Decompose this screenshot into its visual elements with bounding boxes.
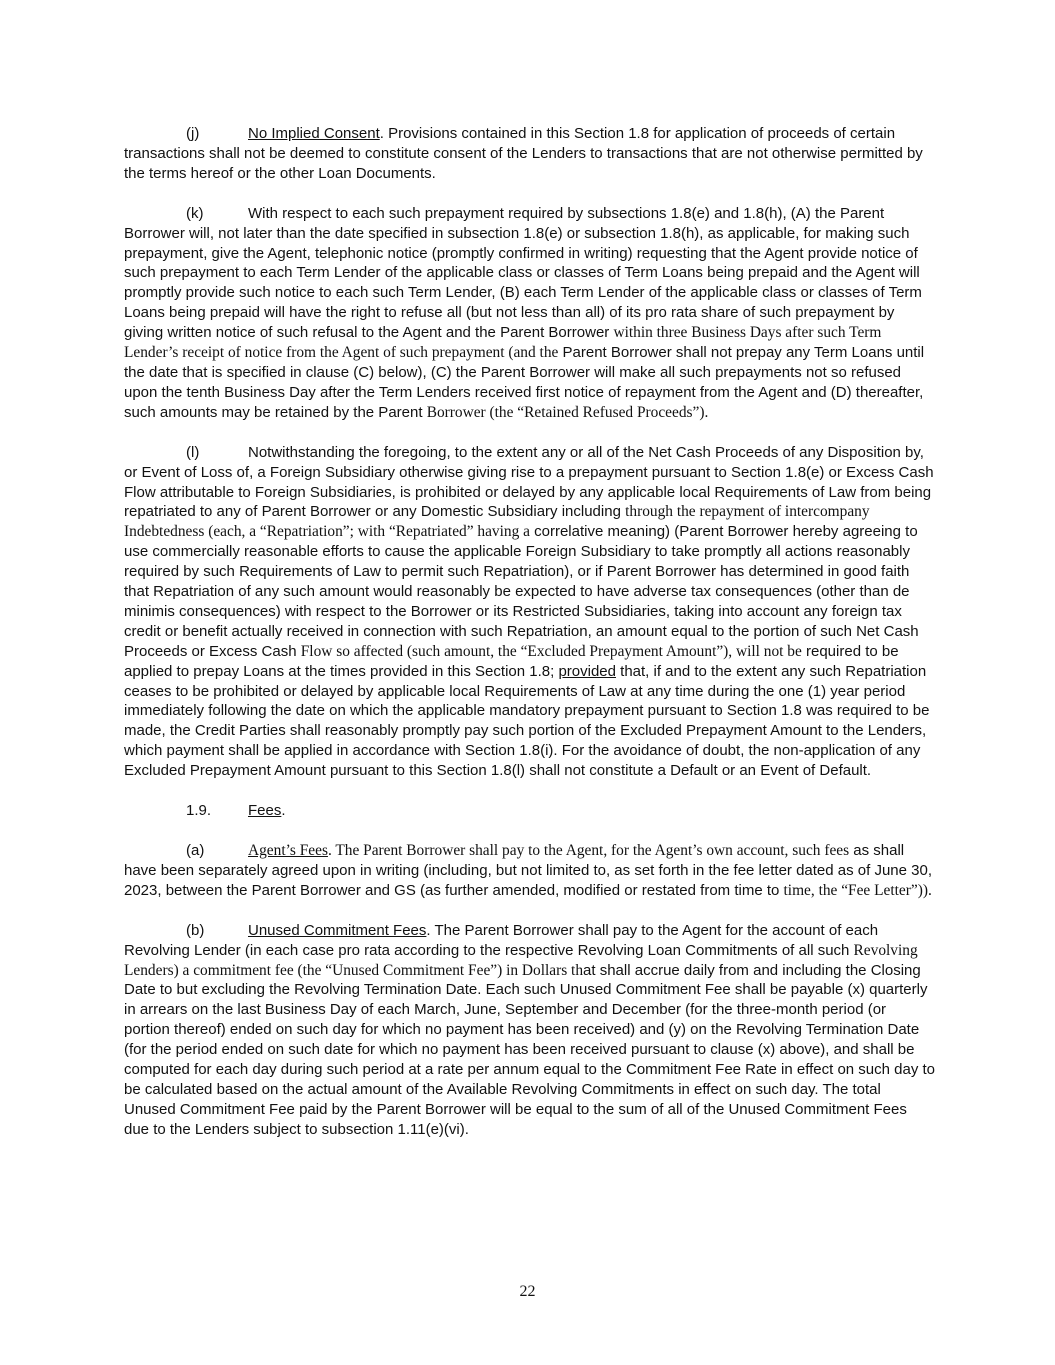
page-number: 22: [519, 1283, 536, 1300]
document-page: [124, 124, 936, 1160]
clause-caption: Unused Commitment Fees: [248, 921, 427, 939]
paragraph-b: [124, 921, 936, 1140]
clause-text: at shall accrue daily from and including the Closing Date to but excluding the Revolving Termination Date. Each such Unused Commitment Fee shall be payable (x) quarterly in arrears on the last Business Day of each March, June, September and December (for the three-month period (or portion thereof) ended on such day for which no payment has been received) and (y) on the Revolving Termination Date (for the period ended on such date for which no payment has been received pursuant to clause (x) above), and shall be computed for each day during such period at a rate per annum equal to the Commitment Fee Rate in effect on such day to be calculated based on the actual amount of the Available Revolving Commitments in effect on such day. The total Unused Commitment Fee paid by the Parent Borrower will be equal to the sum of all of the Unused Commitment Fees due to the Lenders subject to subsection 1.11(e)(vi).: [124, 961, 936, 1138]
clause-text-serif: within three Business Days after such Term Lender’s receipt of notice from the Agent of such prepayment (and the: [124, 324, 882, 362]
clause-text: required to be applied to prepay Loans at the times provided in this Section 1.8;: [124, 642, 899, 680]
clause-text-serif: Flow so affected (such amount, the “Excluded Prepayment Amount”), will not be: [300, 642, 802, 660]
clause-text: . The Parent Borrower shall pay to the Agent for the account of each Revolving Lender (in each case pro rata according to the respective Revolving Loan Commitments of all such: [124, 921, 879, 959]
paragraph-k: [124, 204, 936, 423]
paragraph-a: [124, 841, 936, 901]
section-number: 1.9.: [186, 802, 212, 820]
clause-text: Notwithstanding the foregoing, to the extent any or all of the Net Cash Proceeds of any Disposition by, or Event of Loss of, a Foreign Subsidiary otherwise giving rise to a prepayment pursuant to Section 1.8(e) or Excess Cash Flow attributable to Foreign Subsidiaries, is prohibited or delayed by any applicable local Requirements of Law from being repatriated to any of Parent Borrower or any Domestic Subsidiary including: [124, 443, 934, 521]
clause-text-serif: time, the “Fee Letter”)).: [783, 881, 932, 899]
clause-text: With respect to each such prepayment required by subsections 1.8(e) and 1.8(h), (A) the Parent Borrower will, not later than the date specified in subsection 1.8(e) or subsection 1.8(h), as applicable, for making such prepayment, give the Agent, telephonic notice (promptly confirmed in writing) requesting that the Agent provide notice of such prepayment to each Term Lender of the applicable class or classes of Term Loans being prepaid and the Agent will promptly provide such notice to each such Term Lender, (B) each Term Lender of the applicable class or classes of Term Loans being prepaid will have the right to refuse all (but not less than all) of its pro rata share of such prepayment by giving written notice of such refusal to the Agent and the Parent Borrower: [124, 204, 922, 342]
clause-label: (k): [186, 204, 204, 222]
section-title: Fees: [248, 802, 282, 820]
clause-text: Parent Borrower shall not prepay any Term Loans until the date that is specified in clause (C) below), (C) the Parent Borrower will make all such prepayments not so refused upon the tenth Business Day after the Term Lenders received first notice of repayment from the Agent and (D) thereafter, such amounts may be retained by the Parent: [124, 344, 925, 421]
clause-label: (l): [186, 443, 200, 461]
clause-text-serif: . The Parent Borrower shall pay to the Agent, for the Agent’s own account, such fees: [327, 842, 850, 859]
clause-text: . Provisions contained in this Section 1.8 for application of proceeds of certain transactions shall not be deemed to constitute consent of the Lenders to transactions that are not otherwise permitted by the terms hereof or the other Loan Documents.: [124, 125, 923, 182]
clause-text-serif: Borrower (the “Retained Refused Proceeds”).: [426, 403, 709, 421]
section-heading-1-9: [186, 801, 936, 821]
paragraph-l: [124, 443, 936, 781]
clause-label: (a): [186, 842, 205, 859]
clause-text: that, if and to the extent any such Repatriation ceases to be prohibited or delayed by applicable local Requirements of Law at any time during the one (1) year period immediately following the date on which the applicable mandatory prepayment pursuant to Section 1.8 was required to be made, the Credit Parties shall reasonably promptly pay such portion of the Excluded Prepayment Amount to the Lenders, which payment shall be applied in accordance with Section 1.8(i). For the avoidance of doubt, the non-application of any Excluded Prepayment Amount pursuant to this Section 1.8(l) shall not constitute a Default or an Event of Default.: [124, 662, 930, 780]
clause-caption: No Implied Consent: [248, 125, 380, 142]
clause-caption: Agent’s Fees: [248, 842, 328, 859]
paragraph-j: [124, 124, 936, 184]
clause-text: correlative meaning) (Parent Borrower hereby agreeing to use commercially reasonable efforts to cause the applicable Foreign Subsidiary to take promptly all actions reasonably required by such Requirements of Law to permit such Repatriation), or if Parent Borrower has determined in good faith that Repatriation of any such amount would reasonably be expected to have adverse tax consequences (other than de minimis consequences) with respect to the Borrower or its Restricted Subsidiaries, taking into account any foreign tax credit or benefit actually received in connection with such Repatriation, an amount equal to the portion of such Net Cash Proceeds or Excess Cash: [124, 523, 919, 660]
clause-text-serif: Revolving Lenders) a commitment fee (the “Unused Commitment Fee”) in Dollars th: [124, 941, 918, 979]
clause-label: (b): [186, 921, 205, 939]
clause-text: as shall have been separately agreed upon in writing (including, but not limited to, as set forth in the fee letter dated as of June 30, 2023, between the Parent Borrower and GS (as further amended, modified or restated from time to: [124, 842, 933, 899]
provided-term: provided: [558, 662, 616, 680]
clause-text-serif: through the repayment of intercompany Indebtedness (each, a “Repatriation”; with “Repatriated” having a: [124, 503, 870, 541]
clause-label: (j): [186, 125, 200, 142]
section-title-period: .: [281, 802, 286, 820]
